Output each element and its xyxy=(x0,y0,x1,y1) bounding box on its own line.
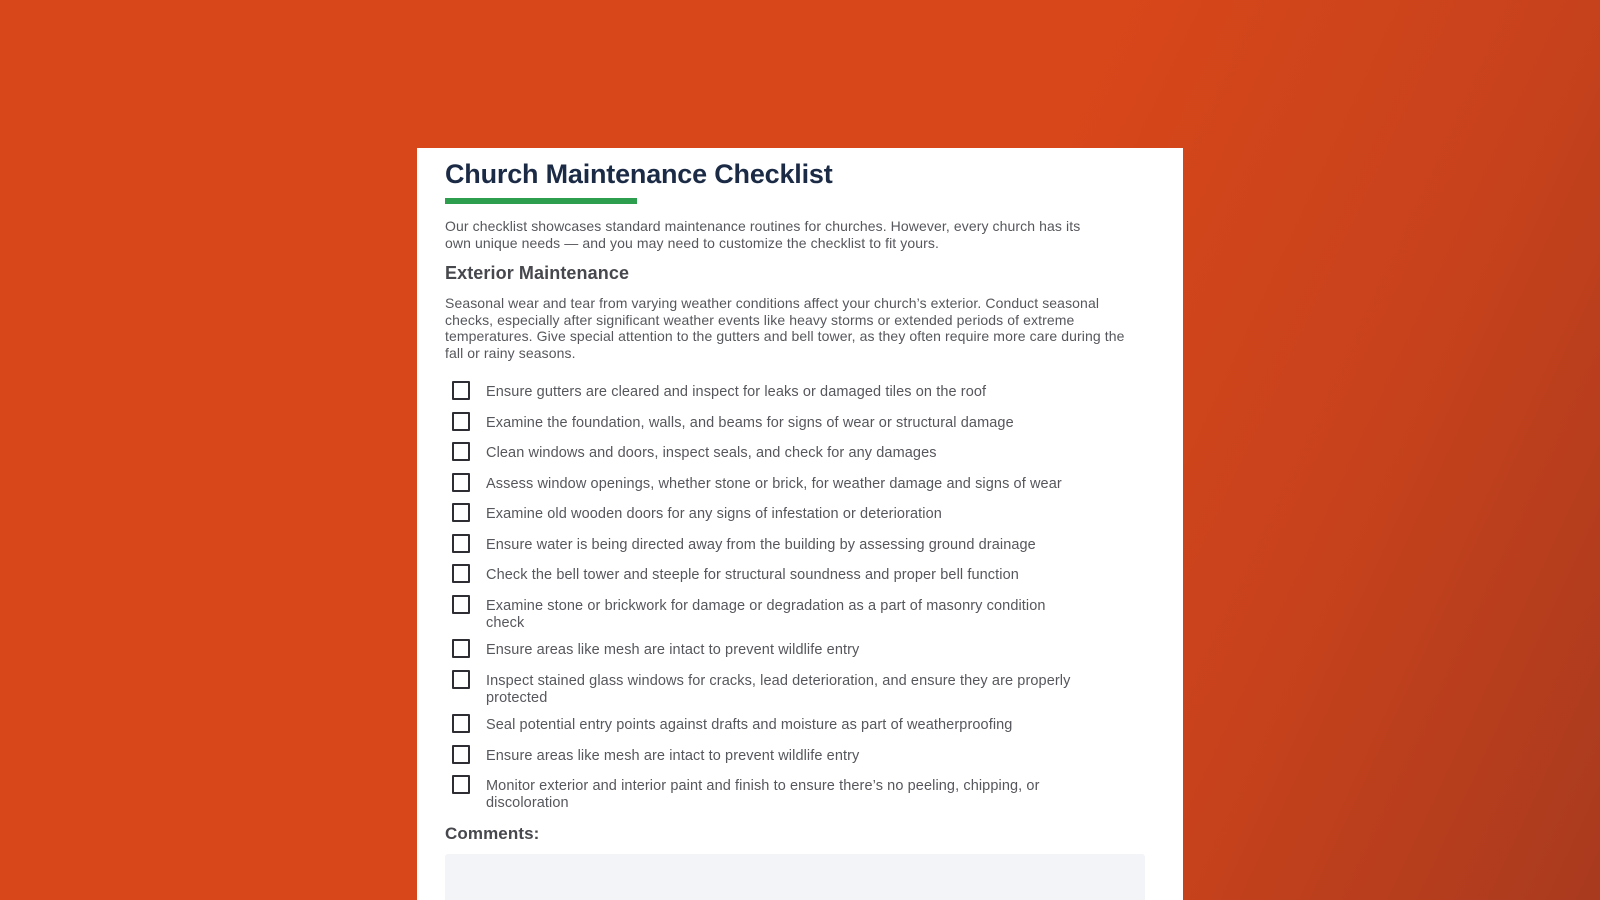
checklist-item-label: Ensure areas like mesh are intact to prevent wildlife entry xyxy=(486,747,860,764)
checklist-item[interactable] xyxy=(452,412,1151,435)
intro-text: Our checklist showcases standard maintenance routines for churches. However, every church has its own unique needs — and you may need to customize the checklist to fit yours. xyxy=(445,218,1081,251)
title-accent-bar xyxy=(445,198,637,204)
checklist-item-label: Examine the foundation, walls, and beams for signs of wear or structural damage xyxy=(486,414,1014,431)
checklist-item[interactable] xyxy=(452,775,1151,812)
checkbox-icon[interactable] xyxy=(452,381,470,400)
checklist-item[interactable] xyxy=(452,442,1151,465)
checkbox-icon[interactable] xyxy=(452,639,470,658)
checklist-item[interactable] xyxy=(452,473,1151,496)
checkbox-icon[interactable] xyxy=(452,534,470,553)
checkbox-icon[interactable] xyxy=(452,595,470,614)
checklist-item[interactable] xyxy=(452,639,1151,662)
checklist-item-label: Ensure areas like mesh are intact to prevent wildlife entry xyxy=(486,642,860,659)
checklist-item-label: Clean windows and doors, inspect seals, and check for any damages xyxy=(486,445,937,462)
checkbox-icon[interactable] xyxy=(452,670,470,689)
checklist-item-label: Check the bell tower and steeple for structural soundness and proper bell function xyxy=(486,567,1019,584)
checklist-item-label: Assess window openings, whether stone or brick, for weather damage and signs of wear xyxy=(486,475,1062,492)
checklist-item-label: Ensure water is being directed away from the building by assessing ground drainage xyxy=(486,536,1036,553)
checklist-item[interactable] xyxy=(452,534,1151,557)
checklist-item-label: Ensure gutters are cleared and inspect for leaks or damaged tiles on the roof xyxy=(486,384,987,401)
checklist xyxy=(445,381,1151,812)
checkbox-icon[interactable] xyxy=(452,473,470,492)
checklist-item[interactable] xyxy=(452,595,1151,632)
section-heading-exterior-maintenance: Exterior Maintenance xyxy=(445,263,630,283)
checkbox-icon[interactable] xyxy=(452,775,470,794)
checklist-item-label: Seal potential entry points against drafts and moisture as part of weatherproofing xyxy=(486,717,1013,734)
checklist-item[interactable] xyxy=(452,714,1151,737)
comments-input[interactable] xyxy=(445,854,1145,900)
checkbox-icon[interactable] xyxy=(452,503,470,522)
checkbox-icon[interactable] xyxy=(452,745,470,764)
checklist-item-label: Inspect stained glass windows for cracks, lead deterioration, and ensure they are properly protected xyxy=(486,672,1071,706)
checklist-item[interactable] xyxy=(452,503,1151,526)
checklist-item-label: Examine stone or brickwork for damage or degradation as a part of masonry condition check xyxy=(486,597,1046,631)
checklist-item[interactable] xyxy=(452,745,1151,768)
checkbox-icon[interactable] xyxy=(452,412,470,431)
checkbox-icon[interactable] xyxy=(452,442,470,461)
checkbox-icon[interactable] xyxy=(452,714,470,733)
comments-heading: Comments: xyxy=(445,824,540,844)
checkbox-icon[interactable] xyxy=(452,564,470,583)
checklist-item[interactable] xyxy=(452,670,1151,707)
checklist-item[interactable] xyxy=(452,564,1151,587)
checklist-item[interactable] xyxy=(452,381,1151,404)
section-description: Seasonal wear and tear from varying weather conditions affect your church’s exterior. Conduct seasonal checks, especially after significant weather events like heavy storms or extended periods of extreme temperatures. Give special attention to the gutters and bell tower, as they often require more care during the fall or rainy seasons. xyxy=(445,295,1125,361)
page-title: Church Maintenance Checklist xyxy=(445,159,833,189)
document-page xyxy=(417,148,1183,900)
checklist-item-label: Monitor exterior and interior paint and finish to ensure there’s no peeling, chipping, or discoloration xyxy=(486,778,1040,812)
checklist-item-label: Examine old wooden doors for any signs of infestation or deterioration xyxy=(486,506,942,523)
